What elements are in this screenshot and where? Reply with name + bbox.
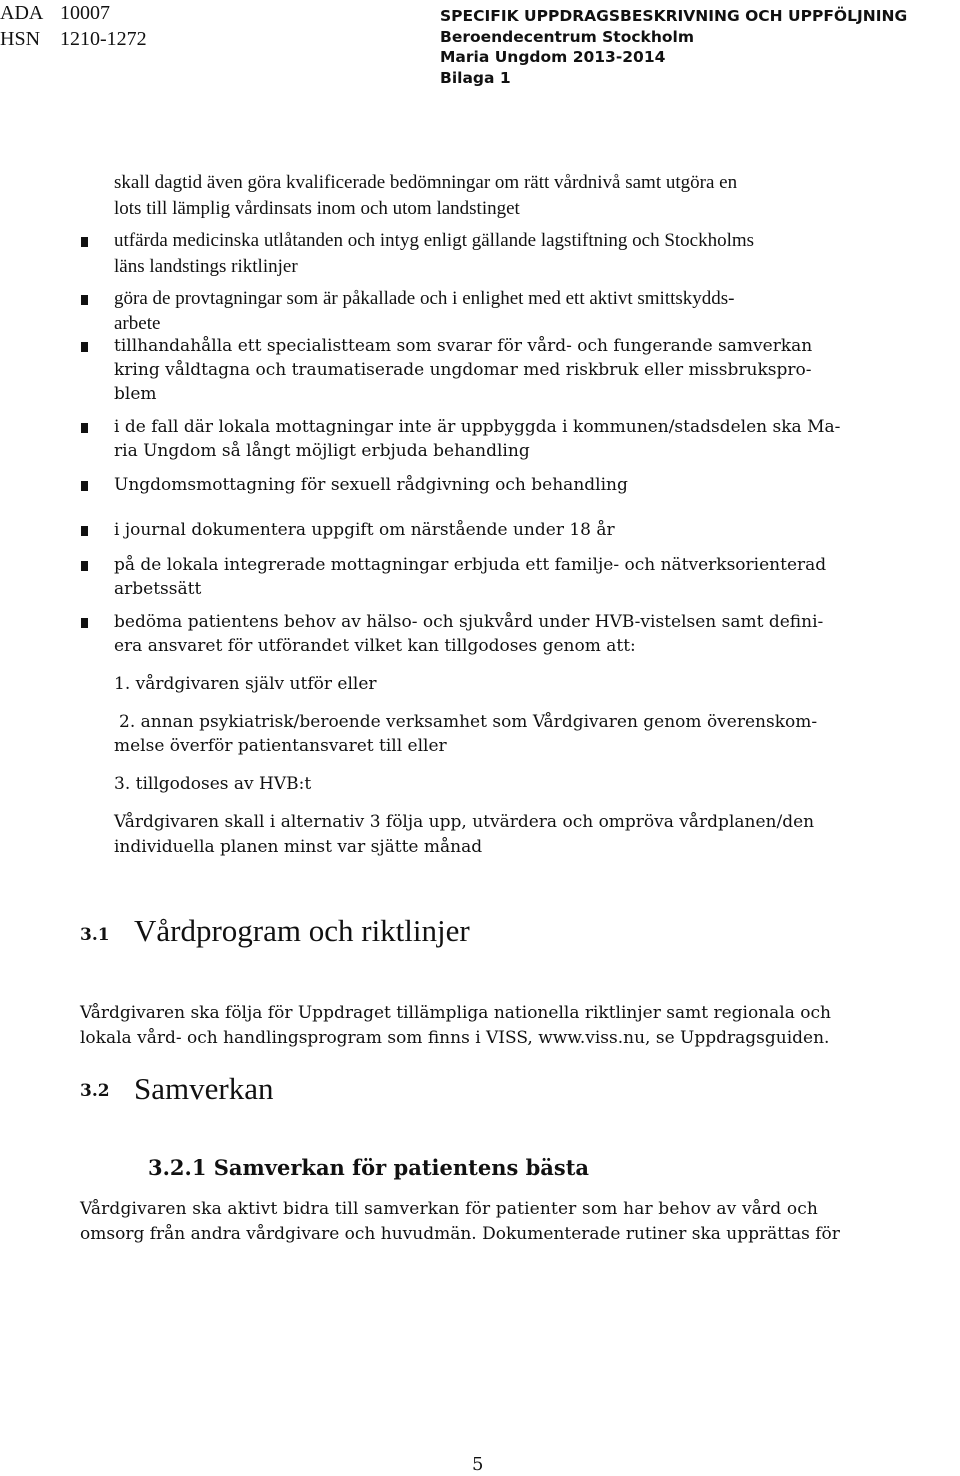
header-title: SPECIFIK UPPDRAGSBESKRIVNING OCH UPPFÖLJNING [440, 7, 908, 25]
option-2-line-2: melse överför patientansvaret till eller [114, 736, 447, 756]
bullet-1-line-1: utfärda medicinska utlåtanden och intyg enligt gällande lagstiftning och Stockholms [114, 230, 755, 251]
header-code-hsn: HSN [0, 28, 41, 50]
section-3-1-para-line-2: lokala vård- och handlingsprogram som finns i VISS, www.viss.nu, se Uppdragsguiden. [80, 1028, 830, 1048]
bullet-2-line-1: göra de provtagningar som är påkallade och i enlighet med ett aktivt smittskydds- [114, 288, 735, 309]
section-3-1-title: Vårdprogram och riktlinjer [134, 913, 470, 948]
bullet-4-line-2: ria Ungdom så långt möjligt erbjuda behandling [114, 441, 530, 461]
bullet-marker [81, 295, 88, 305]
bullet-marker [81, 526, 88, 536]
bullet-6-line-1: i journal dokumentera uppgift om närstående under 18 år [114, 520, 615, 540]
bullet-1-line-2: läns landstings riktlinjer [114, 256, 298, 277]
bullet-7-line-2: arbetssätt [114, 579, 202, 599]
bullet-7-line-1: på de lokala integrerade mottagningar erbjuda ett familje- och nätverksorienterad [114, 555, 827, 575]
section-3-1-number: 3.1 [80, 925, 110, 945]
intro-line-1: skall dagtid även göra kvalificerade bedömningar om rätt vårdnivå samt utgöra en [114, 172, 738, 193]
header-attachment: Bilaga 1 [440, 68, 511, 87]
header-codes [0, 0, 147, 52]
header-code-ada: ADA [0, 2, 44, 24]
bullet-marker [81, 423, 88, 433]
option-1: 1. vårdgivaren själv utför eller [114, 674, 377, 694]
intro-line-2: lots till lämplig vårdinsats inom och utom landstinget [114, 198, 520, 219]
header-title-block [440, 6, 907, 88]
bullet-8-line-1: bedöma patientens behov av hälso- och sjukvård under HVB-vistelsen samt defini- [114, 612, 824, 632]
bullet-marker [81, 618, 88, 628]
bullet-marker [81, 237, 88, 247]
bullet-marker [81, 561, 88, 571]
option-3: 3. tillgodoses av HVB:t [114, 774, 312, 794]
header-code-ada-value: 10007 [60, 2, 110, 24]
followup-line-1: Vårdgivaren skall i alternativ 3 följa upp, utvärdera och ompröva vårdplanen/den [114, 812, 815, 832]
bullet-3-line-1: tillhandahålla ett specialistteam som svarar för vård- och fungerande samverkan [114, 336, 813, 356]
header-unit: Maria Ungdom 2013-2014 [440, 48, 666, 66]
option-2-line-1: 2. annan psykiatrisk/beroende verksamhet som Vårdgivaren genom överenskom- [119, 712, 818, 732]
section-3-2-1-title: 3.2.1 Samverkan för patientens bästa [148, 1155, 590, 1180]
bullet-3-line-2: kring våldtagna och traumatiserade ungdomar med riskbruk eller missbrukspro- [114, 360, 812, 380]
followup-line-2: individuella planen minst var sjätte månad [114, 837, 483, 857]
bullet-marker [81, 481, 88, 491]
header-org: Beroendecentrum Stockholm [440, 27, 695, 46]
page-number: 5 [472, 1454, 484, 1475]
bullet-4-line-1: i de fall där lokala mottagningar inte är uppbyggda i kommunen/stadsdelen ska Ma- [114, 417, 841, 437]
section-3-2-number: 3.2 [80, 1081, 110, 1101]
section-3-2-title: Samverkan [134, 1071, 274, 1106]
bullet-3-line-3: blem [114, 384, 157, 404]
bullet-5-line-1: Ungdomsmottagning för sexuell rådgivning och behandling [114, 475, 628, 495]
section-3-2-1-para-line-1: Vårdgivaren ska aktivt bidra till samverkan för patienter som har behov av vård och [80, 1199, 818, 1219]
bullet-2-line-2: arbete [114, 313, 161, 334]
section-3-2-1-para-line-2: omsorg från andra vårdgivare och huvudmän. Dokumenterade rutiner ska upprättas för [80, 1224, 840, 1244]
section-3-1-para-line-1: Vårdgivaren ska följa för Uppdraget tillämpliga nationella riktlinjer samt regionala och [80, 1003, 831, 1023]
bullet-8-line-2: era ansvaret för utförandet vilket kan tillgodoses genom att: [114, 636, 636, 656]
bullet-marker [81, 342, 88, 352]
header-code-hsn-value: 1210-1272 [60, 28, 147, 50]
